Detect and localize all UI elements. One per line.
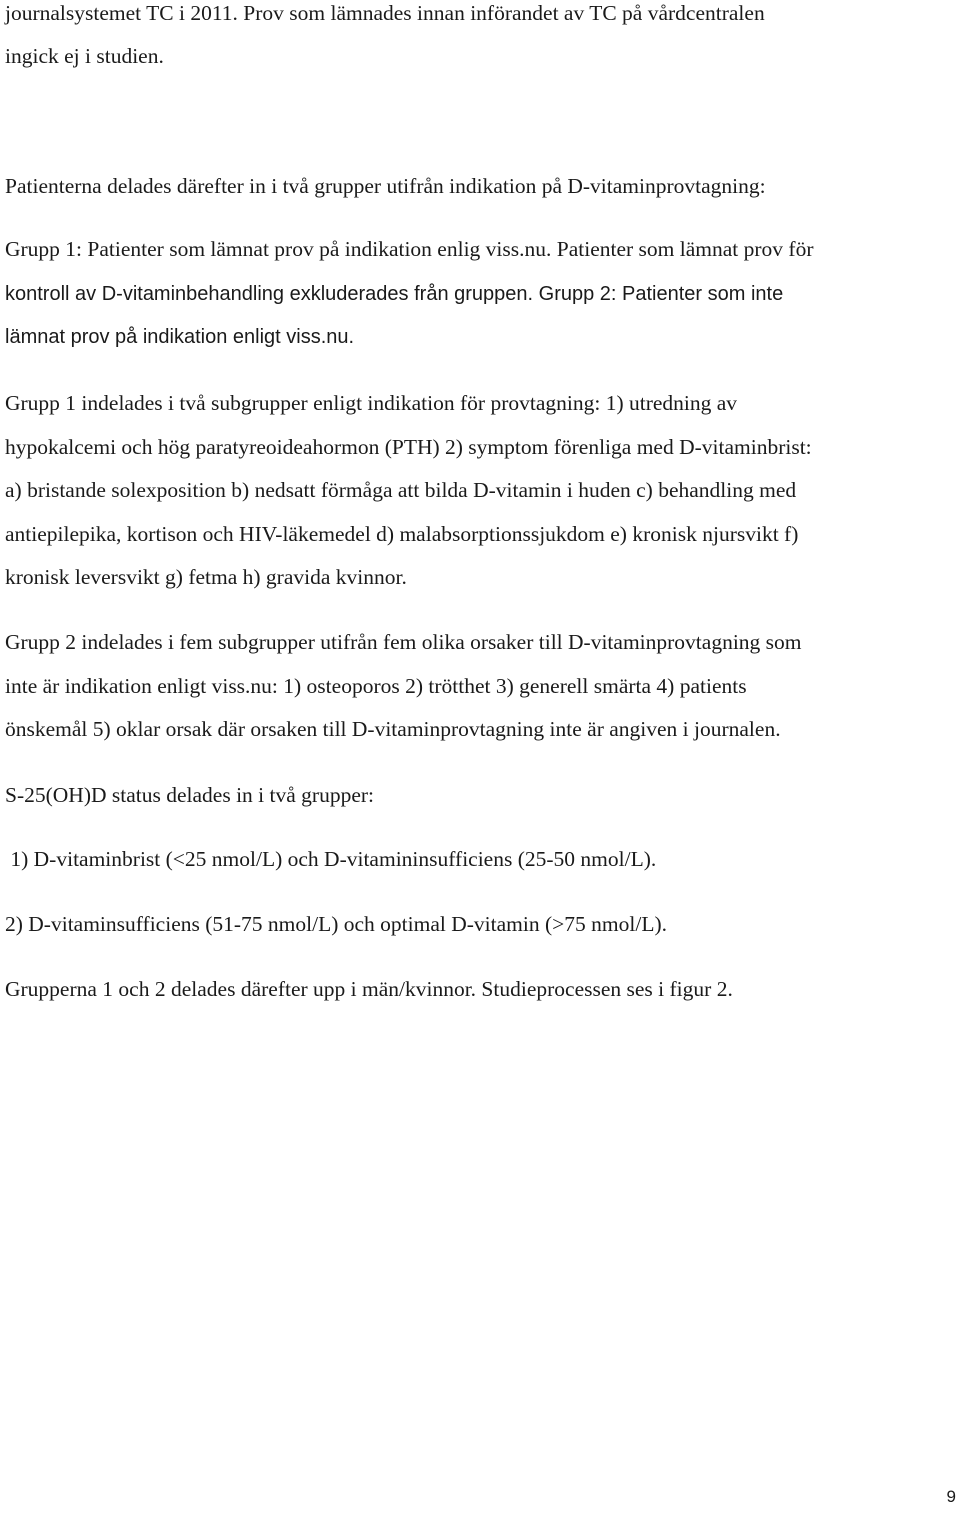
paragraph-group-definitions-line-2: kontroll av D-vitaminbehandling exkluderades från gruppen. Grupp 2: Patienter som inte [5, 283, 784, 305]
paragraph-group1-line-3: a) bristande solexposition b) nedsatt förmåga att bilda D-vitamin i huden c) behandling med [5, 478, 797, 502]
paragraph-group2-line-2: inte är indikation enligt viss.nu: 1) osteoporos 2) trötthet 3) generell smärta 4) patients [5, 674, 747, 698]
paragraph-group2-line-1: Grupp 2 indelades i fem subgrupper utifrån fem olika orsaker till D-vitaminprovtagning som [5, 630, 802, 654]
page-number: 9 [946, 1487, 956, 1506]
paragraph-group-definitions-line-1: Grupp 1: Patienter som lämnat prov på indikation enlig viss.nu. Patienter som lämnat prov för [5, 237, 814, 261]
paragraph-intro-line-1: journalsystemet TC i 2011. Prov som lämnades innan införandet av TC på vårdcentralen [5, 1, 765, 25]
paragraph-intro-line-2: ingick ej i studien. [5, 44, 164, 68]
status-item-2: 2) D-vitaminsufficiens (51-75 nmol/L) och optimal D-vitamin (>75 nmol/L). [5, 912, 667, 936]
paragraph-closing: Grupperna 1 och 2 delades därefter upp i män/kvinnor. Studieprocessen ses i figur 2. [5, 977, 733, 1001]
paragraph-grouping: Patienterna delades därefter in i två grupper utifrån indikation på D-vitaminprovtagning: [5, 174, 766, 198]
status-item-1: 1) D-vitaminbrist (<25 nmol/L) och D-vitamininsufficiens (25-50 nmol/L). [5, 847, 657, 871]
paragraph-group2-line-3: önskemål 5) oklar orsak där orsaken till D-vitaminprovtagning inte är angiven i journalen. [5, 717, 781, 741]
paragraph-group-definitions-line-3: lämnat prov på indikation enligt viss.nu. [5, 326, 355, 348]
paragraph-group1-line-2: hypokalcemi och hög paratyreoideahormon (PTH) 2) symptom förenliga med D-vitaminbrist: [5, 435, 812, 459]
paragraph-group1-line-4: antiepilepika, kortison och HIV-läkemedel d) malabsorptionssjukdom e) kronisk njursvikt f) [5, 522, 799, 546]
paragraph-group1-line-5: kronisk leversvikt g) fetma h) gravida kvinnor. [5, 565, 407, 589]
paragraph-group1-line-1: Grupp 1 indelades i två subgrupper enligt indikation för provtagning: 1) utredning av [5, 391, 738, 415]
status-heading: S-25(OH)D status delades in i två grupper: [5, 783, 375, 807]
